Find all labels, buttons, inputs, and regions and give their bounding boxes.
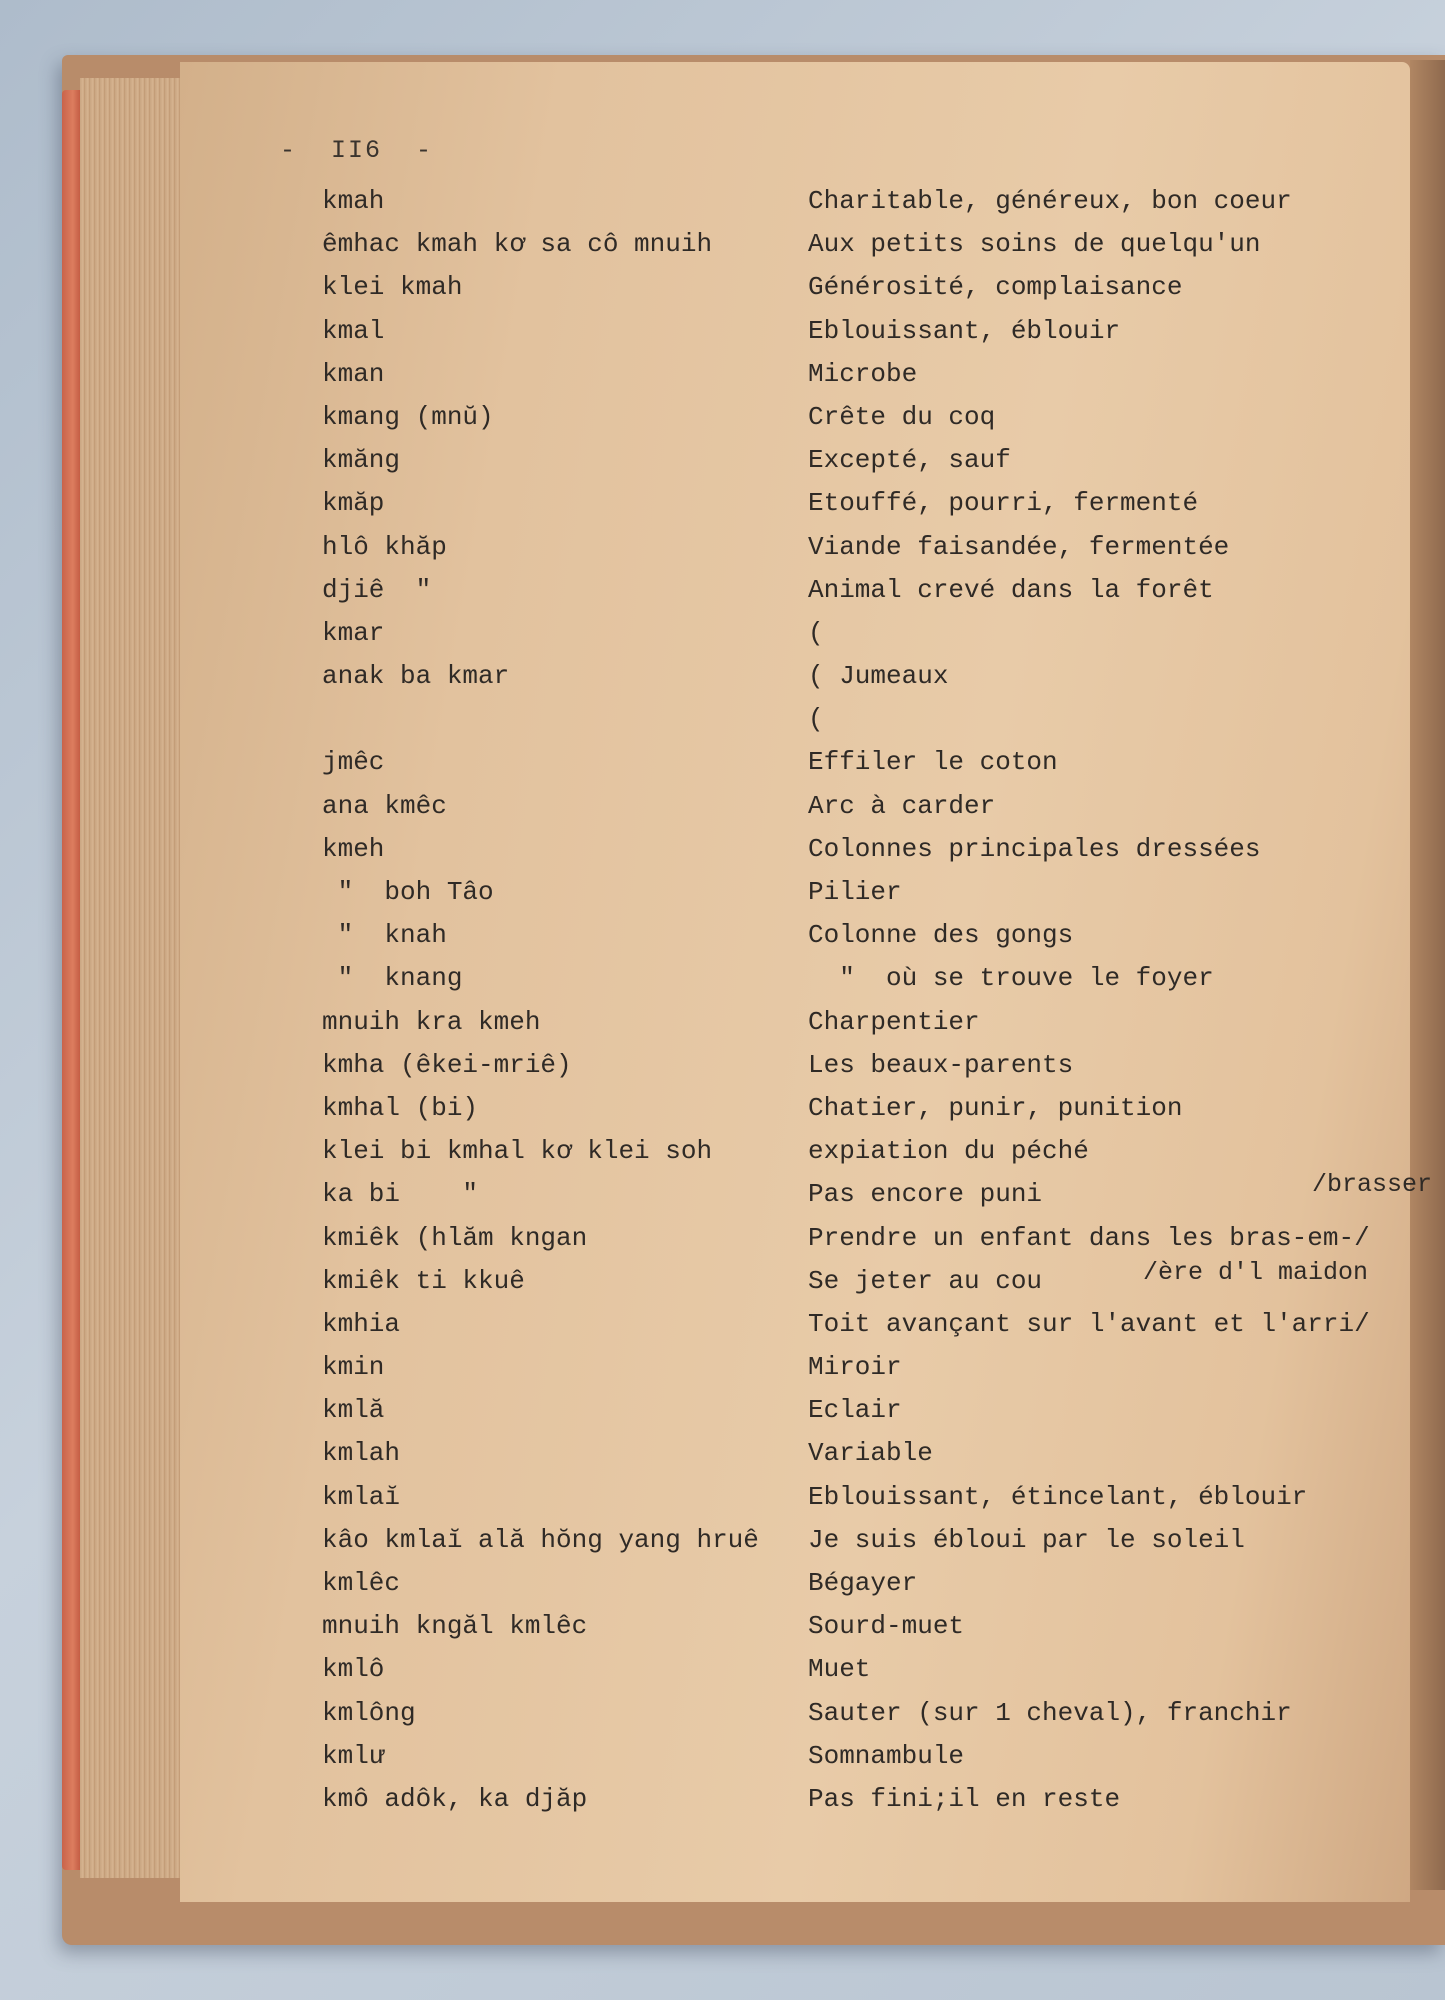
- term-entry: kmin: [322, 1352, 385, 1383]
- definition-entry: Prendre un enfant dans les bras-em-/: [808, 1222, 1370, 1253]
- term-column: [322, 180, 792, 1821]
- term-entry: djiê ": [322, 574, 432, 605]
- definition-entry: Charitable, généreux, bon coeur: [808, 186, 1292, 216]
- definition-entry: Pilier: [808, 877, 902, 907]
- definition-entry: Bégayer: [808, 1568, 918, 1598]
- term-entry: kmiêk (hlăm kngan: [322, 1222, 588, 1253]
- definition-entry: Excepté, sauf: [808, 445, 1011, 476]
- term-entry: kmar: [322, 617, 385, 648]
- definition-entry: Aux petits soins de quelqu'un: [808, 229, 1261, 260]
- term-entry: kmal: [322, 315, 385, 346]
- term-entry: kmhia: [322, 1308, 401, 1339]
- term-entry: " knang: [322, 963, 463, 994]
- definition-entry: Somnambule: [808, 1740, 965, 1771]
- term-entry: kmlông: [322, 1697, 416, 1728]
- term-entry: kmô adôk, ka djăp: [322, 1783, 588, 1814]
- term-entry: klei bi kmhal kơ klei soh: [322, 1136, 713, 1167]
- term-entry: kmeh: [322, 833, 385, 864]
- margin-note-brasser: /brasser: [1312, 1170, 1433, 1199]
- term-entry: kmlêc: [322, 1568, 401, 1598]
- definition-entry: Chatier, punir, punition: [808, 1092, 1183, 1123]
- term-entry: kmha (êkei-mriê): [322, 1049, 572, 1080]
- definition-entry: Toit avançant sur l'avant et l'arri/: [808, 1308, 1370, 1339]
- definition-entry: (: [808, 617, 824, 648]
- definition-entry: " où se trouve le foyer: [808, 963, 1214, 994]
- definition-entry: Sauter (sur 1 cheval), franchir: [808, 1697, 1292, 1728]
- definition-entry: Je suis ébloui par le soleil: [808, 1524, 1245, 1555]
- definition-entry: Les beaux-parents: [808, 1049, 1074, 1080]
- definition-entry: Miroir: [808, 1352, 902, 1383]
- term-entry: kman: [322, 358, 385, 389]
- definition-entry: Sourd-muet: [808, 1611, 965, 1642]
- term-entry: klei kmah: [322, 272, 463, 303]
- definition-entry: Microbe: [808, 358, 918, 389]
- margin-note-maison: /ère d'l maidon: [1143, 1258, 1369, 1287]
- term-entry: kmlư: [322, 1740, 385, 1771]
- definition-entry: (: [808, 704, 824, 735]
- term-entry: kmlô: [322, 1654, 385, 1685]
- definition-entry: Générosité, complaisance: [808, 272, 1183, 303]
- definition-entry: Pas fini;il en reste: [808, 1783, 1121, 1814]
- definition-entry: Viande faisandée, fermentée: [808, 531, 1230, 562]
- definition-entry: Se jeter au cou: [808, 1265, 1043, 1296]
- term-entry: anak ba kmar: [322, 661, 510, 692]
- term-entry: kmiêk ti kkuê: [322, 1265, 525, 1296]
- definition-entry: Colonne des gongs: [808, 920, 1074, 951]
- term-entry: kmhal (bi): [322, 1092, 479, 1123]
- definition-entry: expiation du péché: [808, 1136, 1089, 1167]
- term-entry: kmah: [322, 186, 385, 216]
- term-entry: kâo kmlaĭ ală hŏng yang hruê: [322, 1524, 759, 1555]
- term-entry: kmlaĭ: [322, 1481, 401, 1512]
- definition-entry: Effiler le coton: [808, 747, 1058, 778]
- definition-entry: Pas encore puni: [808, 1179, 1043, 1210]
- definition-entry: Animal crevé dans la forêt: [808, 574, 1214, 605]
- term-entry: [322, 698, 792, 741]
- term-entry: kmăp: [322, 488, 385, 519]
- term-entry: kmlă: [322, 1395, 385, 1426]
- term-entry: êmhac kmah kơ sa cô mnuih: [322, 229, 713, 260]
- definition-entry: Colonnes principales dressées: [808, 833, 1261, 864]
- definition-entry: Eblouissant, éblouir: [808, 315, 1121, 346]
- term-entry: hlô khăp: [322, 531, 447, 562]
- term-entry: " boh Tâo: [322, 877, 494, 907]
- definition-entry: Eclair: [808, 1395, 902, 1426]
- term-entry: kmang (mnŭ): [322, 401, 494, 432]
- book-cover-edge: [62, 90, 80, 1870]
- term-entry: kmlah: [322, 1438, 401, 1469]
- page-number: - II6 -: [280, 136, 434, 165]
- page-stack: [80, 78, 190, 1878]
- term-entry: mnuih kngăl kmlêc: [322, 1611, 588, 1642]
- definition-column: [808, 180, 1408, 1821]
- term-entry: mnuih kra kmeh: [322, 1006, 541, 1037]
- definition-entry: ( Jumeaux: [808, 661, 949, 692]
- definition-entry: Crête du coq: [808, 401, 996, 432]
- term-entry: kmăng: [322, 445, 401, 476]
- definition-entry: Eblouissant, étincelant, éblouir: [808, 1481, 1308, 1512]
- term-entry: " knah: [322, 920, 447, 951]
- definition-entry: Arc à carder: [808, 790, 996, 821]
- definition-entry: Muet: [808, 1654, 871, 1685]
- definition-entry: Etouffé, pourri, fermenté: [808, 488, 1199, 519]
- term-entry: ana kmêc: [322, 790, 447, 821]
- page-right-edge: [1410, 60, 1445, 1890]
- term-entry: ka bi ": [322, 1179, 479, 1210]
- definition-entry: Charpentier: [808, 1006, 980, 1037]
- definition-entry: Variable: [808, 1438, 933, 1469]
- term-entry: jmêc: [322, 747, 385, 778]
